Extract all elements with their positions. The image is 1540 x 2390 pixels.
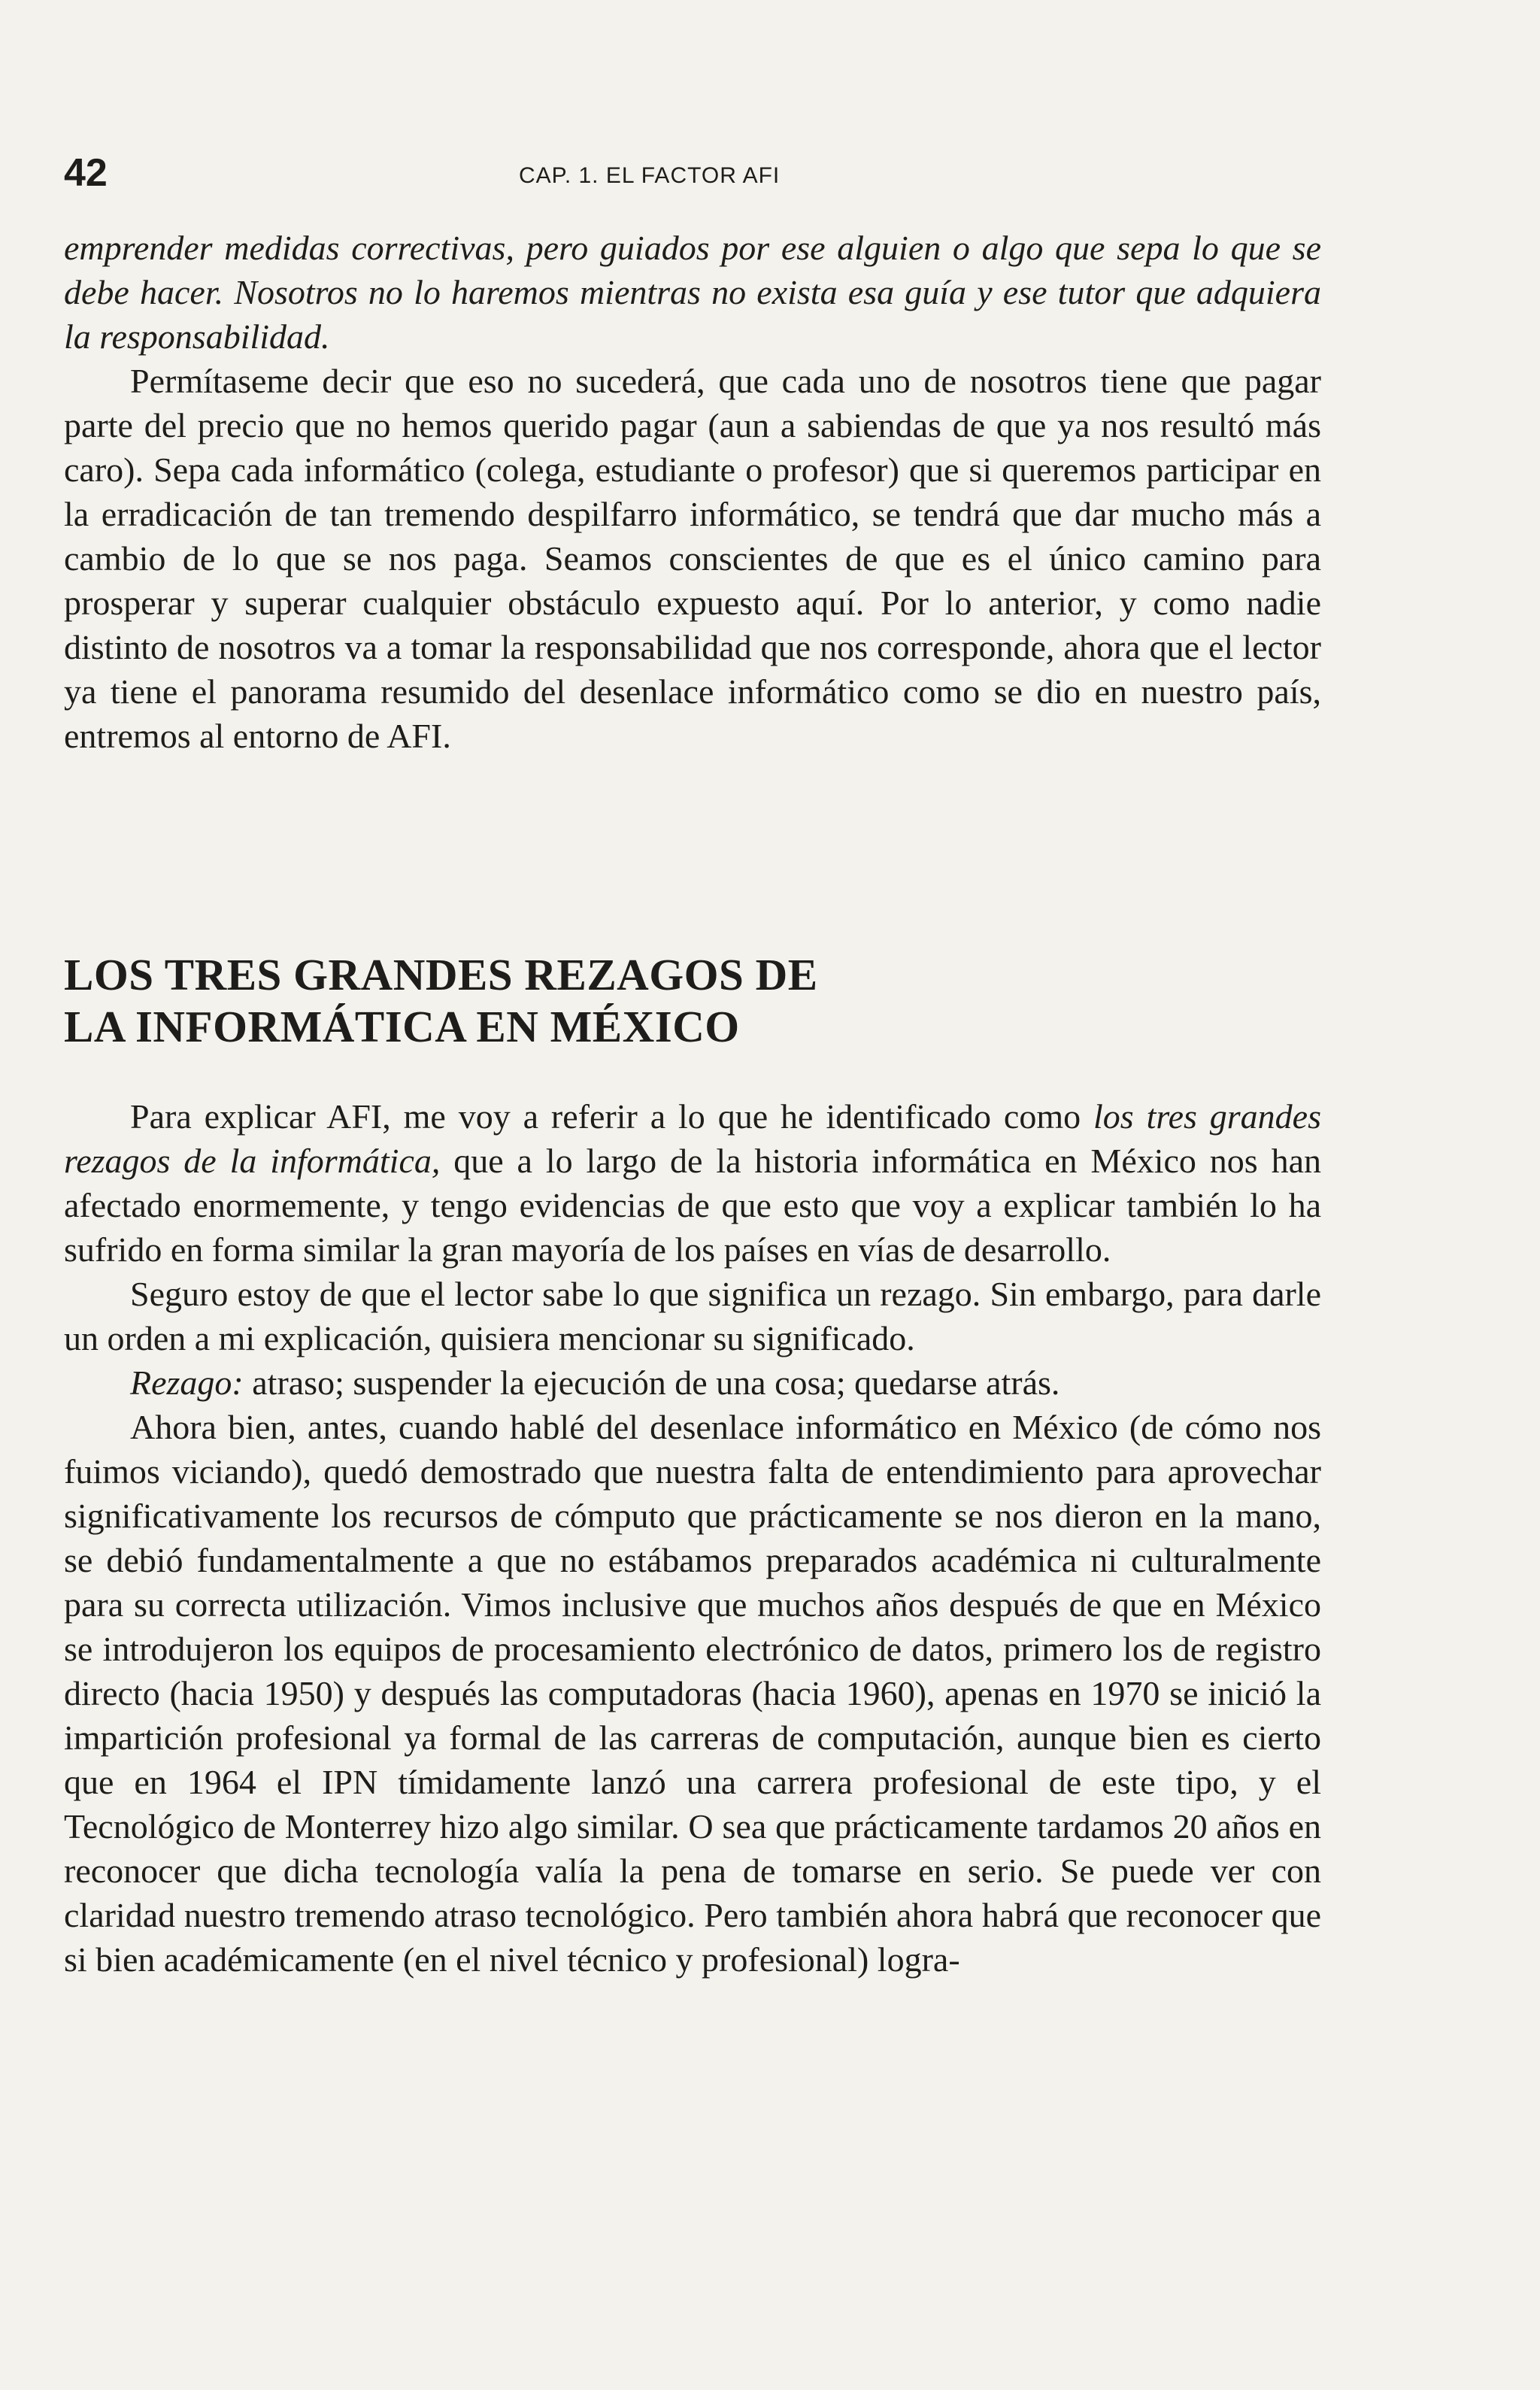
section-paragraph-1-start: Para explicar AFI, me voy a referir a lo que he identificado como [130, 1097, 1094, 1136]
intro-paragraph-italic: emprender medidas correctivas, pero guiados por ese alguien o algo que sepa lo que se debe hacer. Nosotros no lo haremos mientras no exista esa guía y ese tutor que adquiera la responsabilidad. [64, 229, 1321, 356]
page-number: 42 [64, 151, 108, 195]
intro-text [64, 226, 1321, 758]
chapter-title: CAP. 1. EL FACTOR AFI [519, 163, 781, 188]
section-heading [64, 949, 1321, 1053]
definition-text: atraso; suspender la ejecución de una cosa; quedarse atrás. [243, 1363, 1060, 1402]
section-paragraph-2: Seguro estoy de que el lector sabe lo que significa un rezago. Sin embargo, para darle un orden a mi explicación, quisiera mencionar su significado. [64, 1275, 1321, 1357]
section-body [64, 1094, 1321, 1982]
section-paragraph-1-emphasis: los tres grandes rezagos de la informática, [64, 1097, 1321, 1180]
section-heading-line-1: LOS TRES GRANDES REZAGOS DE [64, 950, 818, 999]
section-paragraph-1-end: que a lo largo de la historia informática en México nos han afectado enormemente, y tengo evidencias de que esto que voy a explicar también lo ha sufrido en forma similar la gran mayoría de los países en vías de desarrollo. [64, 1142, 1321, 1269]
definition-term: Rezago: [130, 1363, 244, 1402]
intro-paragraph: Permítaseme decir que eso no sucederá, que cada uno de nosotros tiene que pagar parte del precio que no hemos querido pagar (aun a sabiendas de que ya nos resultó más caro). Sepa cada informático (colega, estudiante o profesor) que si queremos participar en la erradicación de tan tremendo despilfarro informático, se tendrá que dar mucho más a cambio de lo que se nos paga. Seamos conscientes de que es el único camino para prosperar y superar cualquier obstáculo expuesto aquí. Por lo anterior, y como nadie distinto de nosotros va a tomar la responsabilidad que nos corresponde, ahora que el lector ya tiene el panorama resumido del desenlace informático como se dio en nuestro país, entremos al entorno de AFI. [64, 362, 1321, 755]
running-header [64, 150, 1327, 203]
definition-paragraph [64, 1360, 1321, 1405]
section-paragraph-4: Ahora bien, antes, cuando hablé del desenlace informático en México (de cómo nos fuimos viciando), quedó demostrado que nuestra falta de entendimiento para aprovechar significativamente los recursos de cómputo que prácticamente se nos dieron en la mano, se debió fundamentalmente a que no estábamos preparados académica ni culturalmente para su correcta utilización. Vimos inclusive que muchos años después de que en México se introdujeron los equipos de procesamiento electrónico de datos, primero los de registro directo (hacia 1950) y después las computadoras (hacia 1960), apenas en 1970 se inició la impartición profesional ya formal de las carreras de computación, aunque bien es cierto que en 1964 el IPN tímidamente lanzó una carrera profesional de este tipo, y el Tecnológico de Monterrey hizo algo similar. O sea que prácticamente tardamos 20 años en reconocer que dicha tecnología valía la pena de tomarse en serio. Se puede ver con claridad nuestro tremendo atraso tecnológico. Pero también ahora habrá que reconocer que si bien académicamente (en el nivel técnico y profesional) logra- [64, 1408, 1321, 1979]
section-heading-line-2: LA INFORMÁTICA EN MÉXICO [64, 1002, 740, 1051]
section-paragraph-1 [64, 1094, 1321, 1272]
